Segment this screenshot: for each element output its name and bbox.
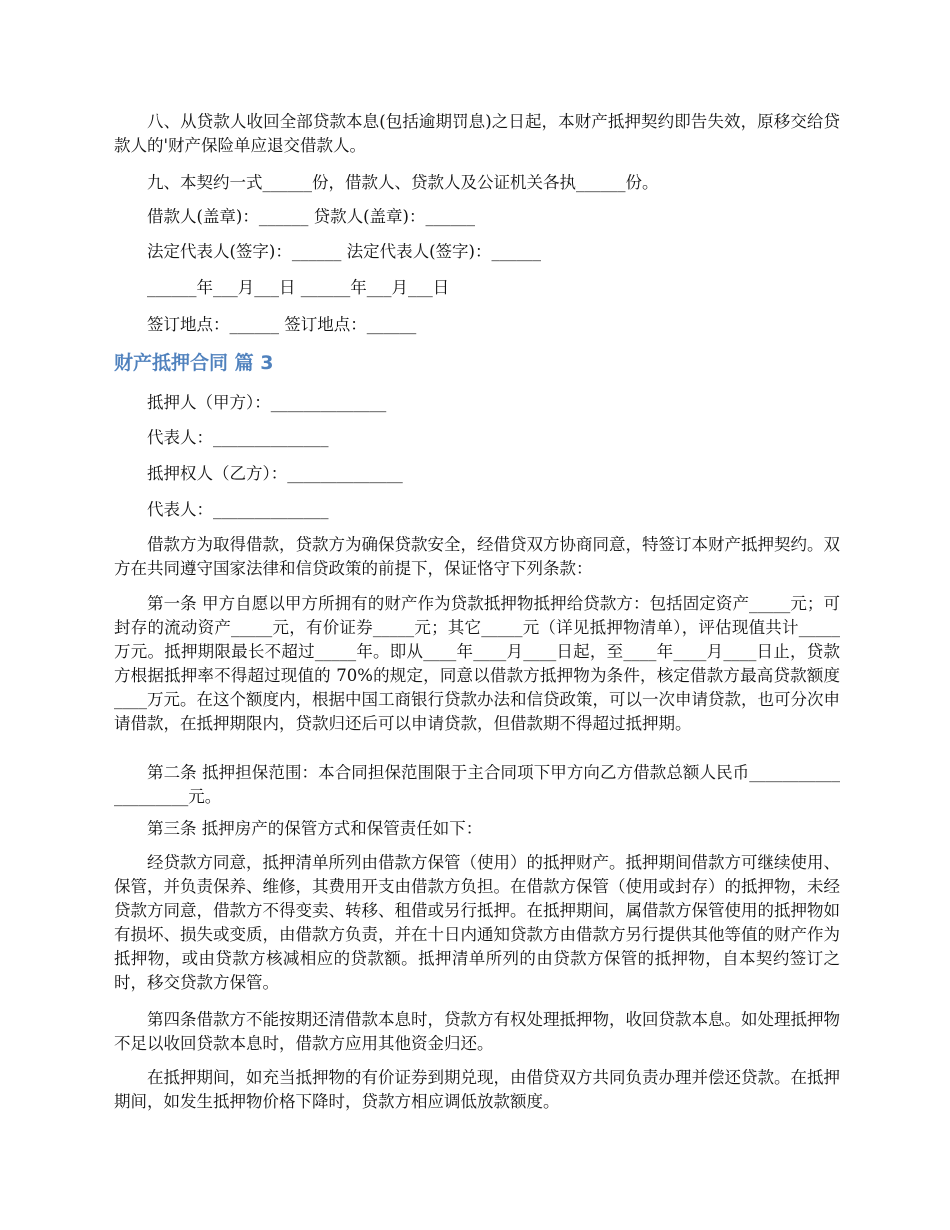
securities-paragraph: 在抵押期间，如充当抵押物的有价证券到期兑现，由借贷双方共同负责办理并偿还贷款。在抵押期间，如发生抵押物价格下降时，贷款方相应调低放款额度。 — [114, 1068, 840, 1111]
borrower-lender-seal-line: 借款人(盖章)：______ 贷款人(盖章)：______ — [147, 207, 475, 226]
article-1: 第一条 甲方自愿以甲方所拥有的财产作为贷款抵押物抵押给贷款方：包括固定资产_____元；可封存的流动资产_____元，有价证券_____元；其它_____元（详见抵押物清单），评估现值共计_____万元。抵押期限最长不超过_____年。即从____年____月____日起，至____年____月____日止，贷款方根据抵押率不得超过现值的 70%的规定，同意以借款方抵押物为条件，核定借款方最高贷款额度____万元。在这个额度内，根据中国工商银行贷款办法和信贷政策，可以一次申请贷款，也可分次申请借款，在抵押期限内，贷款归还后可以申请贷款，但借款期不得超过抵押期。 — [114, 594, 841, 733]
article-2: 第二条 抵押担保范围：本合同担保范围限于主合同项下甲方向乙方借款总额人民币____________________元。 — [114, 763, 840, 806]
signing-place-line: 签订地点：______ 签订地点：______ — [147, 315, 417, 334]
mortgagor-line: 抵押人（甲方）：______________ — [147, 393, 387, 412]
clause-8: 八、从贷款人收回全部贷款本息(包括逾期罚息)之日起，本财产抵押契约即告失效，原移交给贷款人的'财产保险单应退交借款人。 — [114, 112, 840, 155]
article-4: 第四条借款方不能按期还清借款本息时，贷款方有权处理抵押物，收回贷款本息。如处理抵押物不足以收回贷款本息时，借款方应用其他资金归还。 — [114, 1010, 840, 1053]
legal-rep-signature-line: 法定代表人(签字)：______ 法定代表人(签字)：______ — [147, 242, 541, 261]
clause-9: 九、本契约一式______份，借款人、贷款人及公证机关各执______份。 — [147, 173, 659, 192]
preamble-paragraph: 借款方为取得借款，贷款方为确保贷款安全，经借贷双方协商同意，特签订本财产抵押契约。双方在共同遵守国家法律和信贷政策的前提下，保证恪守下列条款： — [114, 535, 840, 578]
custody-paragraph: 经贷款方同意，抵押清单所列由借款方保管（使用）的抵押财产。抵押期间借款方可继续使用、保管，并负责保养、维修，其费用开支由借款方负担。在借款方保管（使用或封存）的抵押物，未经贷款方同意，借款方不得变卖、转移、租借或另行抵押。在抵押期间，属借款方保管使用的抵押物如有损坏、损失或变质，由借款方负责，并在十日内通知贷款方由借款方另行提供其他等值的财产作为抵押物，或由贷款方核减相应的贷款额。抵押清单所列的由贷款方保管的抵押物，自本契约签订之时，移交贷款方保管。 — [114, 853, 840, 992]
representative-b-line: 代表人：______________ — [147, 500, 329, 519]
mortgagee-line: 抵押权人（乙方）：______________ — [147, 464, 403, 483]
date-line: ______年___月___日 ______年___月___日 — [147, 278, 450, 297]
representative-a-line: 代表人：______________ — [147, 428, 329, 447]
article-3: 第三条 抵押房产的保管方式和保管责任如下： — [147, 819, 483, 838]
section-heading: 财产抵押合同 篇 3 — [114, 352, 274, 374]
